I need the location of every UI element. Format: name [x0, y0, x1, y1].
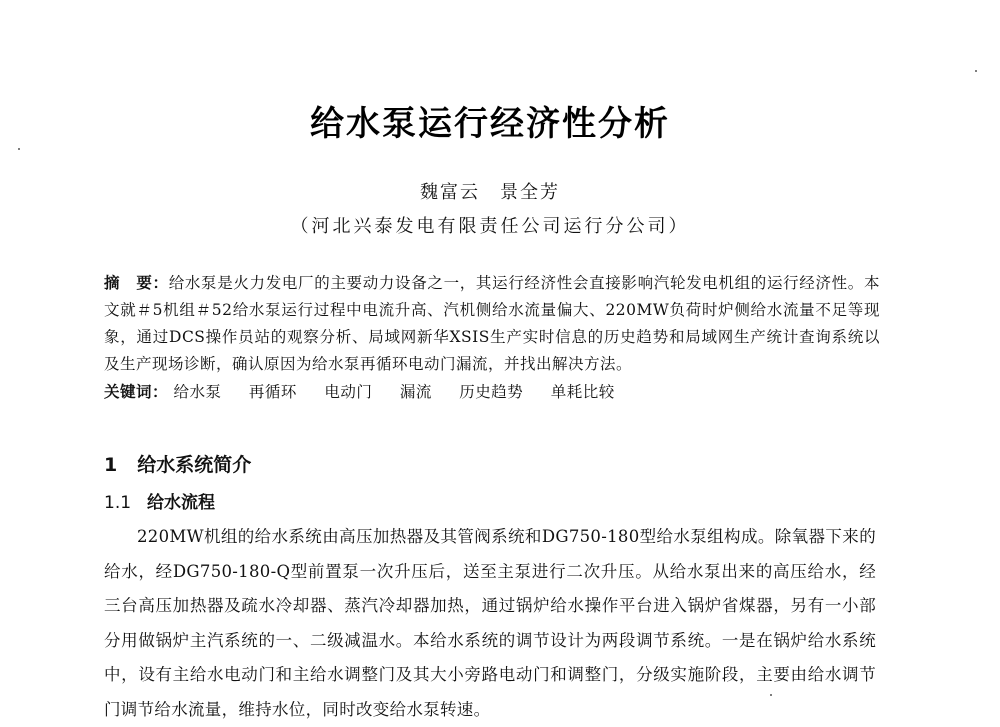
abstract-block — [104, 270, 880, 378]
keyword: 给水泵 — [173, 383, 222, 401]
abstract-label: 摘 要： — [104, 274, 169, 292]
keywords-line — [104, 380, 880, 402]
section-heading — [104, 450, 251, 477]
section-title: 给水系统简介 — [137, 454, 252, 476]
subsection-heading — [104, 488, 215, 513]
body-paragraph: 220MW机组的给水系统由高压加热器及其管阀系统和DG750-180型给水泵组构成。除氧器下来的给水，经DG750-180-Q型前置泵一次升压后，送至主泵进行二次升压。从给水泵出来的高压给水，经三台高压加热器及疏水冷却器、蒸汽冷却器加热，通过锅炉给水操作平台进入锅炉省煤器，另有一小部分用做锅炉主汽系统的一、二级减温水。本给水系统的调节设计为两段调节系统。一是在锅炉给水系统中，设有主给水电动门和主给水调整门及其大小旁路电动门和调整门，分级实施阶段，主要由给水调节门调节给水流量，维持水位，同时改变给水泵转速。 — [104, 527, 876, 719]
scan-speck — [18, 148, 20, 150]
keyword: 再循环 — [248, 383, 297, 401]
scan-speck — [975, 70, 977, 72]
keyword: 历史趋势 — [459, 383, 524, 401]
keyword: 漏流 — [399, 383, 432, 401]
section-number: 1 — [104, 454, 118, 476]
subsection-number: 1.1 — [104, 493, 132, 513]
scan-speck — [770, 694, 772, 696]
abstract-text: 给水泵是火力发电厂的主要动力设备之一，其运行经济性会直接影响汽轮发电机组的运行经济性。本文就＃5机组＃52给水泵运行过程中电流升高、汽机侧给水流量偏大、220MW负荷时炉侧给水流量不足等现象，通过DCS操作员站的观察分析、局域网新华XSIS生产实时信息的历史趋势和局域网生产统计查询系统以及生产现场诊断，确认原因为给水泵再循环电动门漏流，并找出解决方法。 — [104, 274, 880, 373]
paper-title: 给水泵运行经济性分析 — [310, 104, 670, 144]
subsection-title: 给水流程 — [147, 493, 216, 513]
paper-affiliation: （河北兴泰发电有限责任公司运行分公司） — [290, 216, 690, 237]
keyword: 单耗比较 — [550, 383, 615, 401]
paper-authors: 魏富云 景全芳 — [420, 182, 560, 203]
keywords-label: 关键词： — [104, 383, 169, 401]
keyword: 电动门 — [324, 383, 373, 401]
